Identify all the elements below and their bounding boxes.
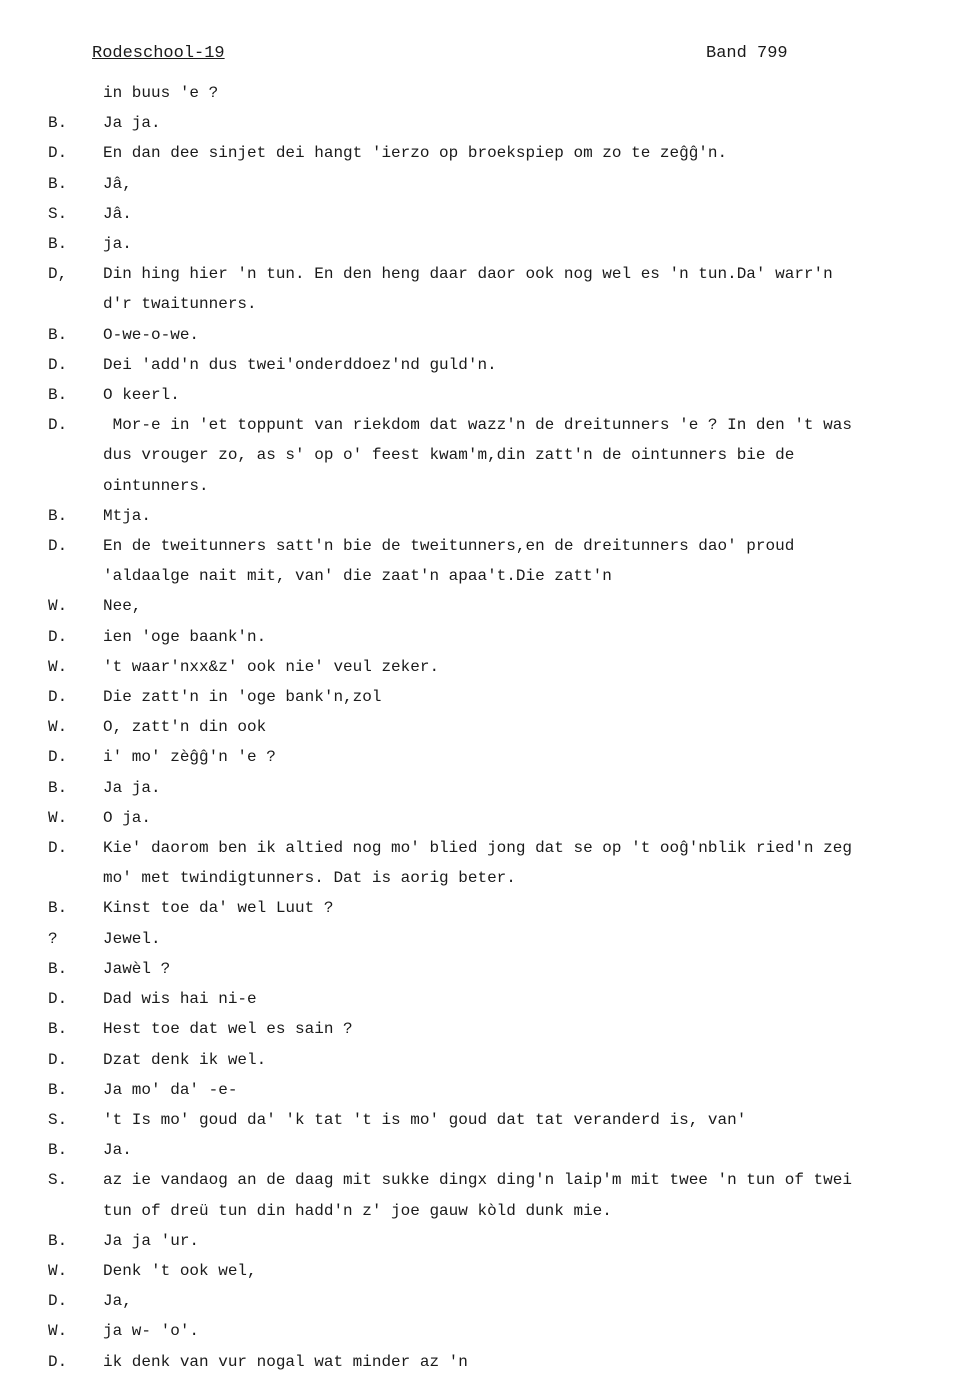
- utterance: [0, 893, 973, 923]
- speaker-label: D.: [48, 748, 68, 767]
- text-line: Kinst toe da' wel Luut ?: [103, 899, 334, 918]
- text-line: Dzat denk ik wel.: [103, 1050, 267, 1069]
- speaker-label: B.: [48, 235, 68, 254]
- text-line: Nee,: [103, 597, 142, 616]
- text-line: ja.: [103, 235, 132, 254]
- speaker-label: W.: [48, 808, 68, 827]
- text-line: O, zatt'n din ook: [103, 718, 267, 737]
- speaker-label: D.: [48, 355, 68, 374]
- utterance-text: [103, 380, 943, 410]
- utterance-text: [103, 682, 943, 712]
- utterance: [0, 712, 973, 742]
- utterance: [0, 682, 973, 712]
- text-line: in buus 'e ?: [103, 84, 219, 102]
- utterance: [0, 622, 973, 652]
- text-line: Ja,: [103, 1292, 132, 1311]
- utterance: [0, 531, 973, 591]
- utterance-text: [103, 1286, 943, 1316]
- utterance: [0, 229, 973, 259]
- text-line: Kie' daorom ben ik altied nog mo' blied jong dat se op 't ooĝ'nblik ried'n zeg: [103, 839, 852, 858]
- utterance-text: [103, 1347, 943, 1377]
- text-line: i' mo' zèĝĝ'n 'e ?: [103, 748, 276, 767]
- utterance: [0, 1165, 973, 1225]
- speaker-label: S.: [48, 1110, 68, 1129]
- speaker-label: B.: [48, 506, 68, 525]
- speaker-label: D.: [48, 990, 68, 1009]
- utterance-text: [103, 893, 943, 923]
- utterance: [0, 1135, 973, 1165]
- speaker-label: W.: [48, 718, 68, 737]
- utterance: [0, 108, 973, 138]
- utterance-text: [103, 984, 943, 1014]
- text-line: dus vrouger zo, as s' op o' feest kwam'm,din zatt'n de ointunners bie de: [103, 446, 795, 465]
- utterance: [0, 501, 973, 531]
- speaker-label: D.: [48, 144, 68, 163]
- speaker-label: S.: [48, 1171, 68, 1190]
- utterance: [0, 1045, 973, 1075]
- speaker-label: D.: [48, 839, 68, 858]
- speaker-label: ?: [48, 929, 58, 948]
- utterance-text: [103, 1256, 943, 1286]
- utterance: [0, 591, 973, 621]
- utterance-text: [103, 320, 943, 350]
- text-line: Denk 't ook wel,: [103, 1261, 257, 1280]
- band-number: Band 799: [706, 44, 788, 63]
- text-line: O ja.: [103, 808, 152, 827]
- document-title: Rodeschool-19: [92, 44, 225, 63]
- utterance-text: [103, 1075, 943, 1105]
- speaker-label: B.: [48, 1020, 68, 1039]
- utterance: [0, 803, 973, 833]
- text-line: Dei 'add'n dus twei'onderddoez'nd guld'n.: [103, 355, 497, 374]
- speaker-label: B.: [48, 1141, 68, 1160]
- utterance-text: [103, 833, 943, 893]
- utterance-text: [103, 773, 943, 803]
- utterance-text: [103, 138, 943, 168]
- text-line: ik denk van vur nogal wat minder az 'n: [103, 1352, 468, 1371]
- utterance-text: [103, 591, 943, 621]
- utterance: [0, 259, 973, 319]
- utterance-text: [103, 1226, 943, 1256]
- speaker-label: B.: [48, 959, 68, 978]
- speaker-label: B.: [48, 778, 68, 797]
- utterance-text: [103, 169, 943, 199]
- text-line: Mtja.: [103, 506, 152, 525]
- utterance-text: [103, 1316, 943, 1346]
- text-line: Jewel.: [103, 929, 161, 948]
- utterance: [0, 320, 973, 350]
- text-line: Ja mo' da' -e-: [103, 1080, 238, 1099]
- text-line: Ja ja.: [103, 114, 161, 133]
- utterance: [0, 1075, 973, 1105]
- text-line: az ie vandaog an de daag mit sukke dingx ding'n laip'm mit twee 'n tun of twei: [103, 1171, 852, 1190]
- utterance-text: [103, 350, 943, 380]
- text-line: Ja ja 'ur.: [103, 1231, 200, 1250]
- speaker-label: D.: [48, 537, 68, 556]
- utterance-text: [103, 1105, 943, 1135]
- utterance: [0, 833, 973, 893]
- utterance-text: [103, 199, 943, 229]
- text-line: Din hing hier 'n tun. En den heng daar daor ook nog wel es 'n tun.Da' warr'n: [103, 265, 833, 284]
- speaker-label: B.: [48, 1080, 68, 1099]
- utterance: [0, 652, 973, 682]
- utterance-text: [103, 652, 943, 682]
- speaker-label: B.: [48, 386, 68, 405]
- speaker-label: W.: [48, 657, 68, 676]
- utterance: [0, 984, 973, 1014]
- utterance-text: [103, 924, 943, 954]
- utterance: [0, 1014, 973, 1044]
- utterance-text: [103, 954, 943, 984]
- speaker-label: B.: [48, 114, 68, 133]
- utterance-text: [103, 1014, 943, 1044]
- utterance-text: [103, 259, 943, 319]
- utterance-text: [103, 622, 943, 652]
- utterance: [0, 169, 973, 199]
- speaker-label: W.: [48, 1261, 68, 1280]
- text-line: O-we-o-we.: [103, 325, 200, 344]
- text-line: Mor-e in 'et toppunt van riekdom dat wazz'n de dreitunners 'e ? In den 't was: [103, 416, 852, 435]
- utterance-text: [103, 803, 943, 833]
- utterance-text: [103, 1045, 943, 1075]
- utterance-text: [103, 78, 943, 108]
- speaker-label: D.: [48, 1292, 68, 1311]
- speaker-label: S.: [48, 204, 68, 223]
- text-line: ointunners.: [103, 476, 209, 495]
- utterance: [0, 954, 973, 984]
- text-line: O keerl.: [103, 386, 180, 405]
- text-line: Hest toe dat wel es sain ?: [103, 1020, 353, 1039]
- utterance-text: [103, 712, 943, 742]
- speaker-label: B.: [48, 1231, 68, 1250]
- text-line: 'aldaalge nait mit, van' die zaat'n apaa't.Die zatt'n: [103, 567, 612, 586]
- utterance: [0, 78, 973, 108]
- transcript-body: [0, 78, 973, 1377]
- utterance: [0, 380, 973, 410]
- text-line: d'r twaitunners.: [103, 295, 257, 314]
- text-line: Ja ja.: [103, 778, 161, 797]
- speaker-label: D.: [48, 1050, 68, 1069]
- text-line: Die zatt'n in 'oge bank'n,zol: [103, 688, 382, 707]
- utterance-text: [103, 501, 943, 531]
- speaker-label: D.: [48, 627, 68, 646]
- speaker-label: B.: [48, 174, 68, 193]
- utterance: [0, 1226, 973, 1256]
- speaker-label: D.: [48, 1352, 68, 1371]
- utterance: [0, 138, 973, 168]
- speaker-label: D.: [48, 688, 68, 707]
- utterance: [0, 773, 973, 803]
- utterance: [0, 742, 973, 772]
- speaker-label: W.: [48, 1322, 68, 1341]
- utterance-text: [103, 108, 943, 138]
- text-line: 't Is mo' goud da' 'k tat 't is mo' goud dat tat veranderd is, van': [103, 1110, 747, 1129]
- utterance-text: [103, 1165, 943, 1225]
- utterance-text: [103, 1135, 943, 1165]
- text-line: Dad wis hai ni-e: [103, 990, 257, 1009]
- utterance: [0, 199, 973, 229]
- speaker-label: B.: [48, 325, 68, 344]
- utterance-text: [103, 742, 943, 772]
- speaker-label: D.: [48, 416, 68, 435]
- utterance-text: [103, 531, 943, 591]
- text-line: 't waar'nxx&z' ook nie' veul zeker.: [103, 657, 440, 676]
- text-line: En de tweitunners satt'n bie de tweitunners,en de dreitunners dao' proud: [103, 537, 795, 556]
- utterance: [0, 1347, 973, 1377]
- speaker-label: B.: [48, 899, 68, 918]
- utterance: [0, 1286, 973, 1316]
- text-line: ja w- 'o'.: [103, 1322, 200, 1341]
- text-line: Jawèl ?: [103, 959, 171, 978]
- utterance-text: [103, 229, 943, 259]
- utterance: [0, 350, 973, 380]
- text-line: Ja.: [103, 1141, 132, 1160]
- utterance: [0, 924, 973, 954]
- text-line: Jâ.: [103, 204, 132, 223]
- speaker-label: D,: [48, 265, 68, 284]
- text-line: mo' met twindigtunners. Dat is aorig beter.: [103, 869, 516, 888]
- utterance: [0, 1105, 973, 1135]
- utterance: [0, 1256, 973, 1286]
- utterance-text: [103, 410, 943, 501]
- utterance: [0, 410, 973, 501]
- text-line: Jâ,: [103, 174, 132, 193]
- text-line: ien 'oge baank'n.: [103, 627, 267, 646]
- speaker-label: W.: [48, 597, 68, 616]
- text-line: En dan dee sinjet dei hangt 'ierzo op broekspiep om zo te zeĝĝ'n.: [103, 144, 728, 163]
- utterance: [0, 1316, 973, 1346]
- text-line: tun of dreü tun din hadd'n z' joe gauw kòld dunk mie.: [103, 1201, 612, 1220]
